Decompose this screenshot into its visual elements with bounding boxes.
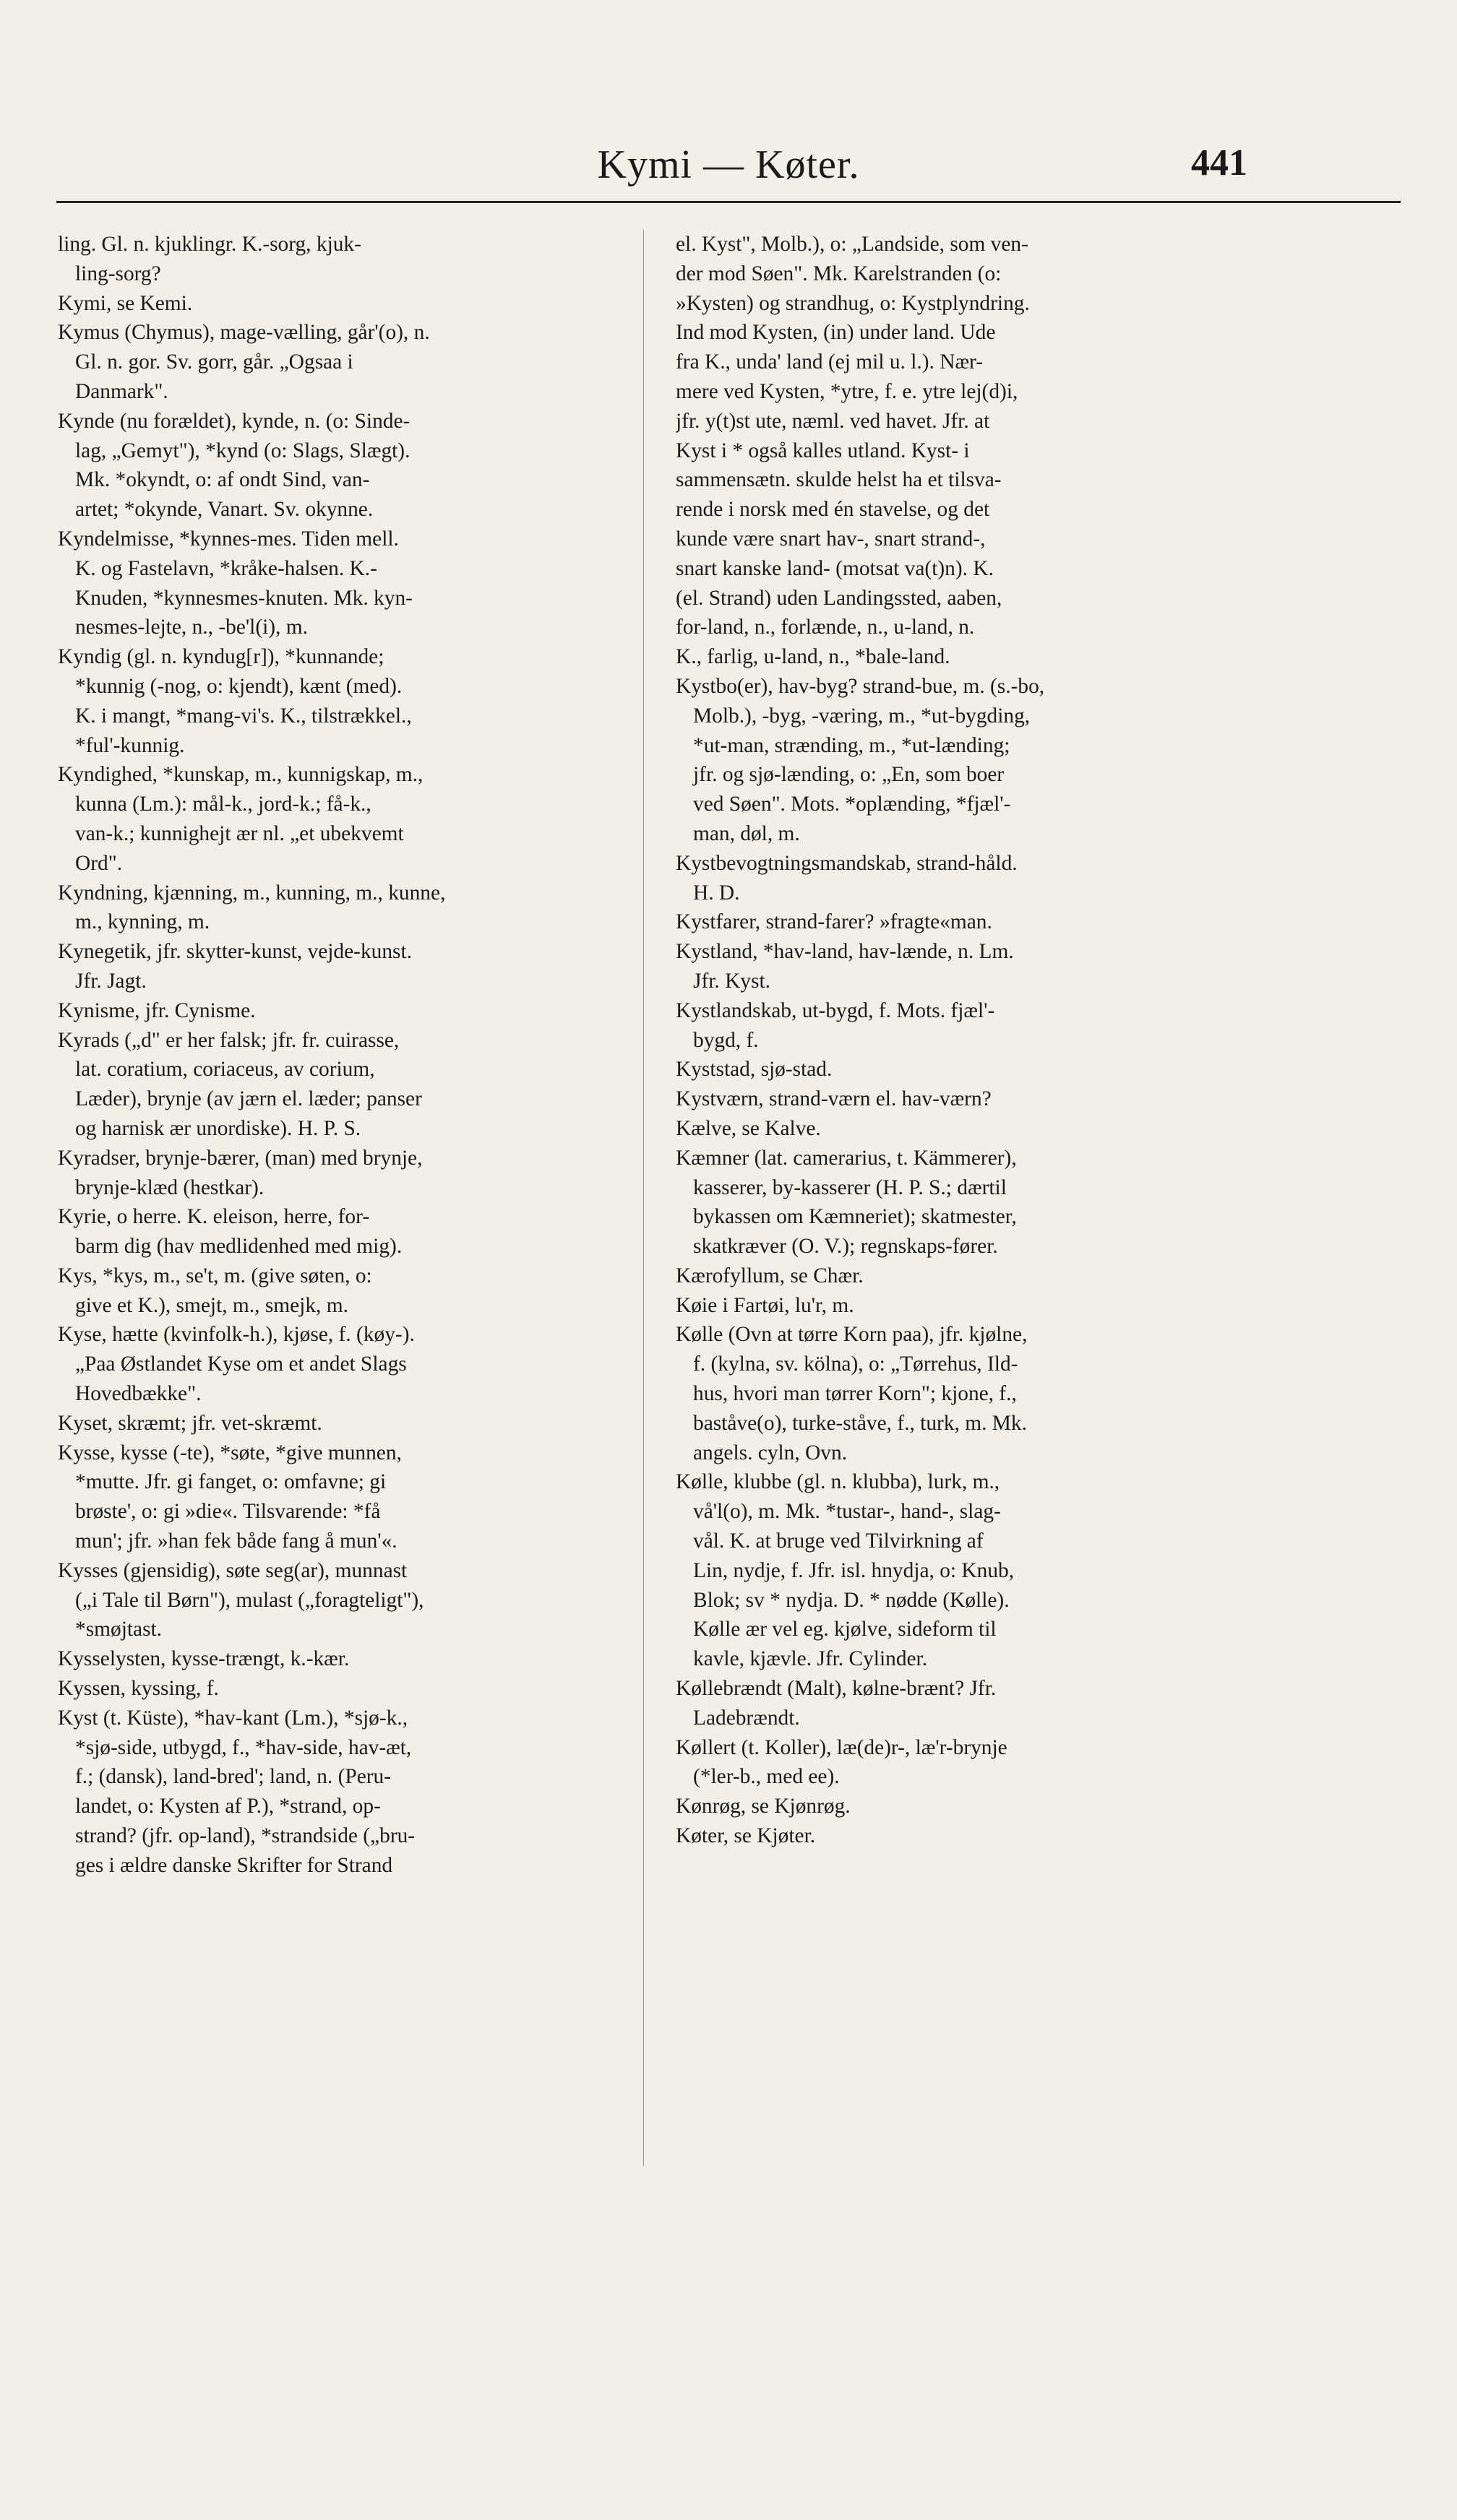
text-line: Ord". <box>75 851 123 875</box>
text-line: skatkræver (O. V.); regnskaps-fører. <box>693 1235 998 1259</box>
text-line: H. D. <box>693 881 740 905</box>
text-line: Kystfarer, strand-farer? »fragte«man. <box>676 910 992 934</box>
text-line: Molb.), -byg, -væring, m., *ut-bygding, <box>693 704 1031 728</box>
text-line: Kyst (t. Küste), *hav-kant (Lm.), *sjø-k., <box>58 1706 408 1730</box>
text-line: angels. cyln, Ovn. <box>693 1441 848 1464</box>
text-line: m., kynning, m. <box>75 910 210 934</box>
text-line: (el. Strand) uden Landingssted, aaben, <box>676 586 1002 610</box>
text-line: barm dig (hav medlidenhed med mig). <box>75 1235 403 1259</box>
text-line: Mk. *okyndt, o: af ondt Sind, van- <box>75 468 370 492</box>
text-line: Lin, nydje, f. Jfr. isl. hnydja, o: Knub, <box>693 1558 1015 1582</box>
text-line: *sjø-side, utbygd, f., *hav-side, hav-æt, <box>75 1735 412 1759</box>
text-line: („i Tale til Børn"), mulast („foragteligt"), <box>75 1588 424 1612</box>
text-line: man, døl, m. <box>693 821 800 845</box>
text-line: Kystbevogtningsmandskab, strand-håld. <box>676 851 1018 875</box>
text-line: Køllebrændt (Malt), kølne-brænt? Jfr. <box>676 1677 997 1701</box>
text-line: Kynisme, jfr. Cynisme. <box>58 998 256 1022</box>
text-line: f.; (dansk), land-bred'; land, n. (Peru- <box>75 1765 392 1789</box>
text-line: Kystværn, strand-værn el. hav-værn? <box>676 1087 992 1111</box>
text-line: rende i norsk med én stavelse, og det <box>676 498 990 522</box>
text-line: hus, hvori man tørrer Korn"; kjone, f., <box>693 1382 1017 1406</box>
page-header <box>0 142 1457 199</box>
text-line: Danmark". <box>75 379 168 403</box>
text-line: give et K.), smejt, m., smejk, m. <box>75 1293 348 1317</box>
text-line: Kysselysten, kysse-trængt, k.-kær. <box>58 1647 350 1671</box>
text-line: Jfr. Kyst. <box>693 969 770 993</box>
text-line: lag, „Gemyt"), *kynd (o: Slags, Slægt). <box>75 439 411 462</box>
text-line: Køter, se Kjøter. <box>676 1824 816 1848</box>
text-line: Kyssen, kyssing, f. <box>58 1677 219 1701</box>
text-line: kavle, kjævle. Jfr. Cylinder. <box>693 1647 928 1671</box>
text-line: *ut-man, strænding, m., *ut-lænding; <box>693 733 1010 757</box>
text-line: der mod Søen". Mk. Karelstranden (o: <box>676 262 1002 285</box>
text-line: Kølle ær vel eg. kjølve, sideform til <box>693 1618 997 1641</box>
text-line: sammensætn. skulde helst ha et tilsva- <box>676 468 1002 492</box>
text-line: Kyndelmisse, *kynnes-mes. Tiden mell. <box>58 527 399 551</box>
text-line: bykassen om Kæmneriet); skatmester, <box>693 1205 1017 1229</box>
text-line: Kynde (nu forældet), kynde, n. (o: Sinde- <box>58 409 411 433</box>
text-line: Kystlandskab, ut-bygd, f. Mots. fjæl'- <box>676 998 995 1022</box>
text-line: mere ved Kysten, *ytre, f. e. ytre lej(d)i, <box>676 379 1018 403</box>
text-line: Kyststad, sjø-stad. <box>676 1058 833 1082</box>
page-number: 441 <box>1191 142 1247 184</box>
text-line: Ladebrændt. <box>693 1706 800 1730</box>
text-line: el. Kyst", Molb.), o: „Landside, som ven- <box>676 233 1028 256</box>
text-line: Kysses (gjensidig), søte seg(ar), munnast <box>58 1558 408 1582</box>
text-line: Køie i Fartøi, lu'r, m. <box>676 1293 854 1317</box>
text-line: brøste', o: gi »die«. Tilsvarende: *få <box>75 1500 381 1524</box>
page-title: Kymi — Køter. <box>597 142 860 187</box>
text-line: jfr. og sjø-lænding, o: „En, som boer <box>693 763 1005 787</box>
text-line: snart kanske land- (motsat va(t)n). K. <box>676 556 994 580</box>
text-line: kunde være snart hav-, snart strand-, <box>676 527 986 551</box>
text-line: Køllert (t. Koller), læ(de)r-, læ'r-brynje <box>676 1735 1007 1759</box>
text-line: og harnisk ær unordiske). H. P. S. <box>75 1116 361 1140</box>
text-line: Blok; sv * nydja. D. * nødde (Kølle). <box>693 1588 1010 1612</box>
text-line: lat. coratium, coriaceus, av corium, <box>75 1058 375 1082</box>
text-line: mun'; jfr. »han fek både fang å mun'«. <box>75 1529 397 1553</box>
text-line: landet, o: Kysten af P.), *strand, op- <box>75 1795 381 1818</box>
text-line: „Paa Østlandet Kyse om et andet Slags <box>75 1352 407 1376</box>
text-line: Kyse, hætte (kvinfolk-h.), kjøse, f. (køy-). <box>58 1323 415 1347</box>
text-line: ges i ældre danske Skrifter for Strand <box>75 1853 393 1877</box>
text-line: Læder), brynje (av jærn el. læder; panser <box>75 1087 422 1111</box>
text-line: strand? (jfr. op-land), *strandside („bru- <box>75 1824 416 1848</box>
text-line: Gl. n. gor. Sv. gorr, går. „Ogsaa i <box>75 350 353 374</box>
header-rule <box>56 201 1401 203</box>
text-line: *ful'-kunnig. <box>75 733 185 757</box>
text-line: Kys, *kys, m., se't, m. (give søten, o: <box>58 1264 372 1287</box>
text-line: Kæmner (lat. camerarius, t. Kämmerer), <box>676 1146 1017 1170</box>
left-column <box>58 230 669 1881</box>
text-line: baståve(o), turke-ståve, f., turk, m. Mk. <box>693 1411 1027 1435</box>
text-line: Kymi, se Kemi. <box>58 291 193 315</box>
text-line: Knuden, *kynnesmes-knuten. Mk. kyn- <box>75 586 413 610</box>
column-divider <box>643 230 644 2166</box>
text-line: Kølle, klubbe (gl. n. klubba), lurk, m., <box>676 1470 1000 1494</box>
text-line: Kønrøg, se Kjønrøg. <box>676 1795 851 1818</box>
text-line: nesmes-lejte, n., -be'l(i), m. <box>75 616 308 639</box>
text-line: K. og Fastelavn, *kråke-halsen. K.- <box>75 556 377 580</box>
text-line: ling-sorg? <box>75 262 161 285</box>
text-line: Kyst i * også kalles utland. Kyst- i <box>676 439 970 462</box>
text-line: Kyset, skræmt; jfr. vet-skræmt. <box>58 1411 322 1435</box>
text-line: Kynegetik, jfr. skytter-kunst, vejde-kunst. <box>58 940 412 964</box>
text-line: vål. K. at bruge ved Tilvirkning af <box>693 1529 984 1553</box>
text-line: Kysse, kysse (-te), *søte, *give munnen, <box>58 1441 402 1464</box>
text-line: K. i mangt, *mang-vi's. K., tilstrækkel., <box>75 704 412 728</box>
text-line: »Kysten) og strandhug, o: Kystplyndring. <box>676 291 1030 315</box>
text-line: kasserer, by-kasserer (H. P. S.; dærtil <box>693 1175 1007 1199</box>
text-line: kunna (Lm.): mål-k., jord-k.; få-k., <box>75 793 371 816</box>
text-line: artet; *okynde, Vanart. Sv. okynne. <box>75 498 374 522</box>
text-line: Jfr. Jagt. <box>75 969 147 993</box>
text-line: Kølle (Ovn at tørre Korn paa), jfr. kjølne, <box>676 1323 1028 1347</box>
text-line: Ind mod Kysten, (in) under land. Ude <box>676 321 996 345</box>
text-line: Kyradser, brynje-bærer, (man) med brynje, <box>58 1146 423 1170</box>
text-line: Hovedbække". <box>75 1382 202 1406</box>
text-line: Kyndning, kjænning, m., kunning, m., kunne, <box>58 881 446 905</box>
text-line: for-land, n., forlænde, n., u-land, n. <box>676 616 975 639</box>
text-line: Kyndig (gl. n. kyndug[r]), *kunnande; <box>58 645 384 669</box>
text-line: ved Søen". Mots. *oplænding, *fjæl'- <box>693 793 1011 816</box>
text-line: *kunnig (-nog, o: kjendt), kænt (med). <box>75 674 403 698</box>
text-line: Kymus (Chymus), mage-vælling, går'(o), n. <box>58 321 430 345</box>
text-line: Kystland, *hav-land, hav-lænde, n. Lm. <box>676 940 1014 964</box>
right-column <box>676 230 1333 1851</box>
text-line: Kyrads („d" er her falsk; jfr. fr. cuirasse, <box>58 1028 400 1052</box>
text-line: brynje-klæd (hestkar). <box>75 1175 265 1199</box>
text-line: bygd, f. <box>693 1028 759 1052</box>
text-line: Kystbo(er), hav-byg? strand-bue, m. (s.-bo, <box>676 674 1045 698</box>
text-line: *smøjtast. <box>75 1618 163 1641</box>
text-line: vå'l(o), m. Mk. *tustar-, hand-, slag- <box>693 1500 1001 1524</box>
text-line: jfr. y(t)st ute, næml. ved havet. Jfr. at <box>676 409 990 433</box>
text-line: f. (kylna, sv. kölna), o: „Tørrehus, Ild- <box>693 1352 1018 1376</box>
text-line: Kælve, se Kalve. <box>676 1116 821 1140</box>
text-line: K., farlig, u-land, n., *bale-land. <box>676 645 950 669</box>
text-line: fra K., unda' land (ej mil u. l.). Nær- <box>676 350 984 374</box>
text-line: ling. Gl. n. kjuklingr. K.-sorg, kjuk- <box>58 233 361 256</box>
text-line: Kærofyllum, se Chær. <box>676 1264 864 1287</box>
text-line: (*ler-b., med ee). <box>693 1765 840 1789</box>
text-line: *mutte. Jfr. gi fanget, o: omfavne; gi <box>75 1470 387 1494</box>
text-line: van-k.; kunnighejt ær nl. „et ubekvemt <box>75 821 404 845</box>
text-line: Kyrie, o herre. K. eleison, herre, for- <box>58 1205 370 1229</box>
text-line: Kyndighed, *kunskap, m., kunnigskap, m., <box>58 763 424 787</box>
